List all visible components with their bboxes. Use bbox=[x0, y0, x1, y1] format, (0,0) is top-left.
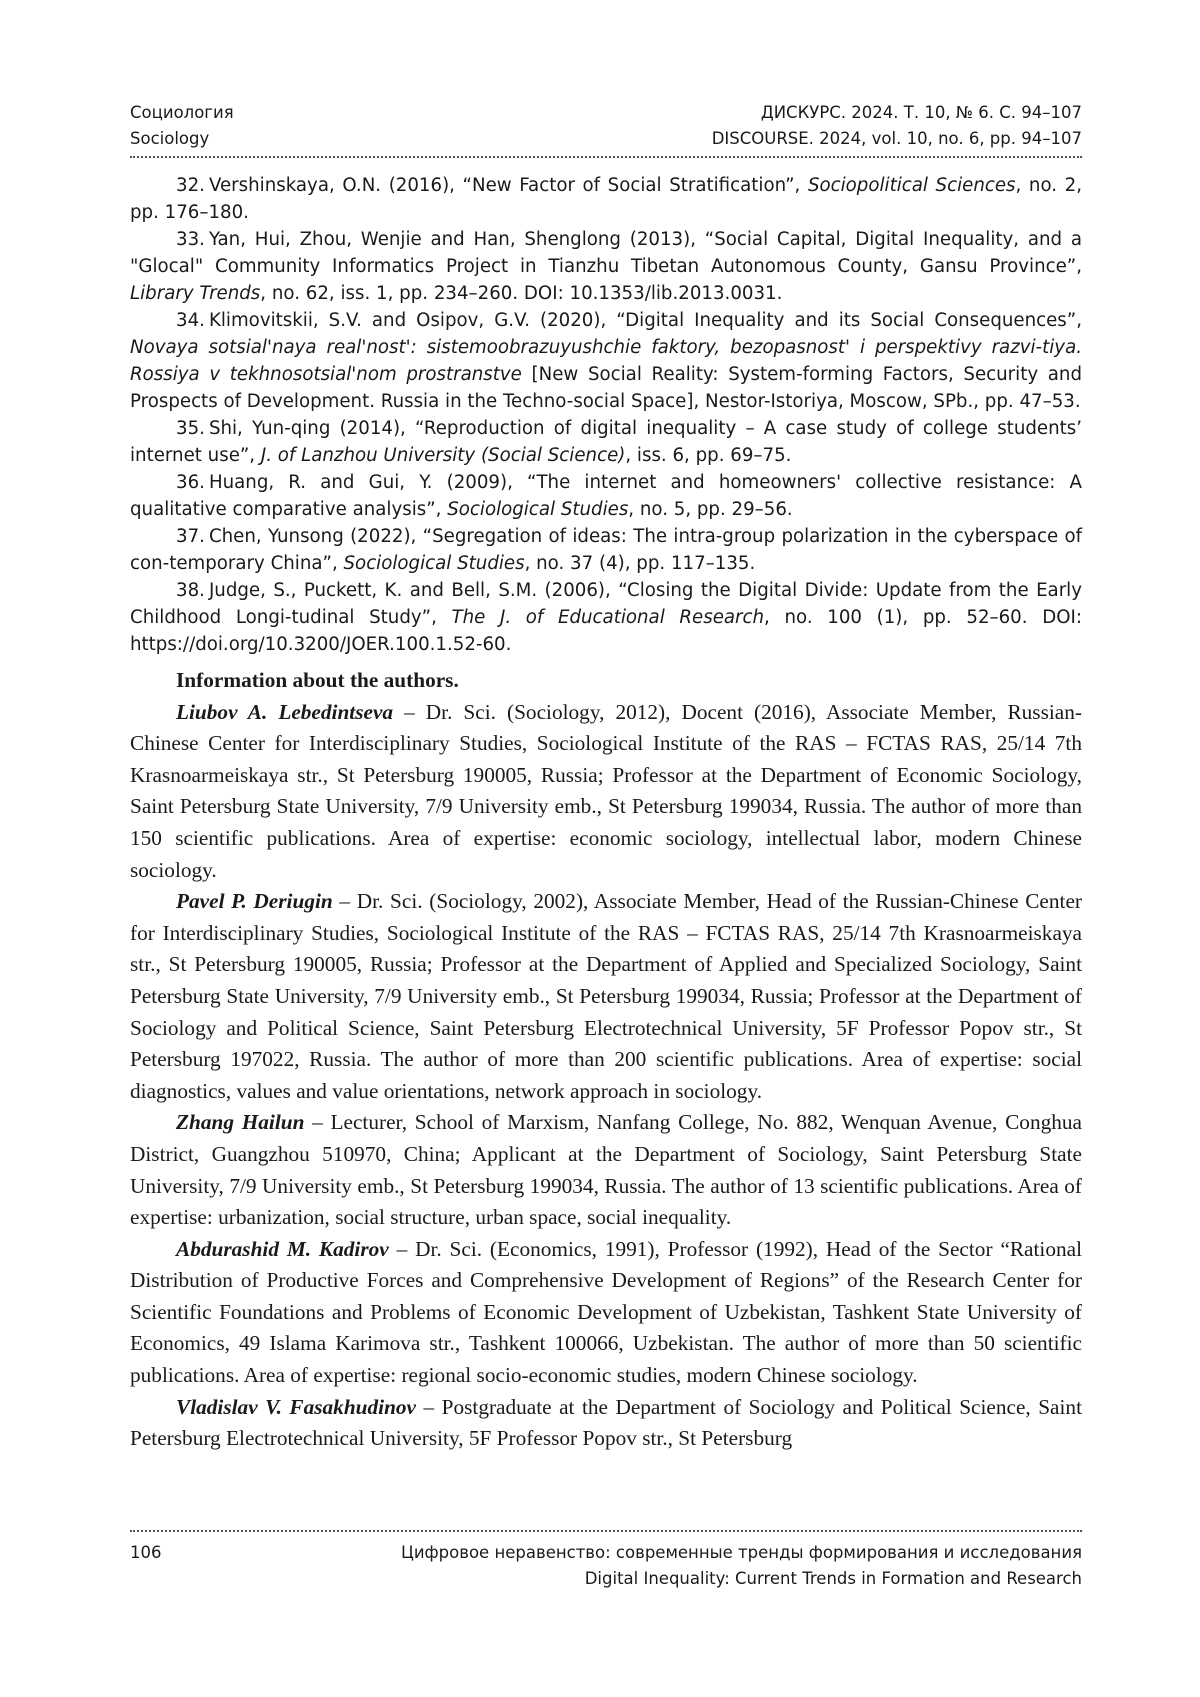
reference-number: 34. bbox=[176, 310, 205, 331]
author-name: Vladislav V. Fasakhudinov bbox=[176, 1394, 417, 1419]
author-bio: – Dr. Sci. (Economics, 1991), Professor (1992), Head of the Sector “Rational Distribution of Productive Forces and Comprehensive Development of Regions” of the Research Center for Scientific Foundations and Problems of Economic Development of Uzbekistan, Tashkent State University of Economics, 49 Islama Karimova str., Tashkent 100066, Uzbekistan. The author of more than 50 scientific publications. Area of expertise: regional socio-economic studies, modern Chinese sociology. bbox=[130, 1236, 1083, 1388]
section-name-ru: Социология bbox=[130, 103, 234, 122]
reference-details: , no. 37 (4), pp. 117–135. bbox=[524, 553, 756, 574]
author-entry bbox=[130, 886, 1082, 1107]
section-name-en: Sociology bbox=[130, 129, 210, 148]
reference-number: 32. bbox=[176, 175, 205, 196]
reference-item bbox=[130, 469, 1082, 523]
reference-text: Vershinskaya, O.N. (2016), “New Factor of Social Stratification”, bbox=[208, 175, 808, 196]
reference-source: The J. of Educational Research bbox=[451, 607, 765, 628]
reference-text: Huang, R. and Gui, Y. (2009), “The internet and homeowners' collective resistance: A qualitative comparative analysis”, bbox=[130, 472, 1082, 520]
authors-section bbox=[130, 665, 1082, 1455]
reference-item bbox=[130, 577, 1082, 658]
reference-item bbox=[130, 307, 1082, 415]
page-number: 106 bbox=[130, 1543, 162, 1562]
reference-number: 38. bbox=[176, 580, 205, 601]
author-bio: – Lecturer, School of Marxism, Nanfang College, No. 882, Wenquan Avenue, Conghua District, Guangzhou 510970, China; Applicant at the Department of Sociology, Saint Petersburg State University, 7/9 University emb., St Petersburg 199034, Russia. The author of 13 scientific publications. Area of expertise: urbanization, social structure, urban space, social inequality. bbox=[130, 1110, 1082, 1230]
reference-source: Novaya sotsial'naya real'nost': sistemoobrazuyushchie faktory, bezopasnost' i perspektivy razvi-tiya. Rossiya v tekhnosotsial'nom prostranstve bbox=[130, 337, 1082, 385]
journal-citation-ru: ДИСКУРС. 2024. Т. 10, № 6. С. 94–107 bbox=[760, 103, 1082, 122]
author-name: Abdurashid M. Kadirov bbox=[176, 1236, 389, 1261]
reference-details: , iss. 6, pp. 69–75. bbox=[625, 445, 792, 466]
reference-text: Shi, Yun-qing (2014), “Reproduction of digital inequality – A case study of college students’ internet use”, bbox=[130, 418, 1082, 466]
reference-item bbox=[130, 172, 1082, 226]
article-title-en: Digital Inequality: Current Trends in Formation and Research bbox=[584, 1569, 1082, 1588]
reference-number: 33. bbox=[176, 229, 205, 250]
reference-source: J. of Lanzhou University (Social Science) bbox=[260, 445, 626, 466]
reference-item bbox=[130, 226, 1082, 307]
reference-item bbox=[130, 523, 1082, 577]
author-entry bbox=[130, 1107, 1082, 1233]
author-name: Liubov A. Lebedintseva bbox=[176, 699, 394, 724]
reference-item bbox=[130, 415, 1082, 469]
reference-details: , no. 100 (1), pp. 52–60. DOI: https://doi.org/10.3200/JOER.100.1.52-60. bbox=[130, 607, 1083, 655]
reference-source: Library Trends bbox=[130, 283, 261, 304]
author-bio: – Dr. Sci. (Sociology, 2012), Docent (2016), Associate Member, Russian-Chinese Center for Interdisciplinary Studies, Sociological Institute of the RAS – FCTAS RAS, 25/14 7th Krasnoarmeiskaya str., St Petersburg 190005, Russia; Professor at the Department of Economic Sociology, Saint Petersburg State University, 7/9 University emb., St Petersburg 199034, Russia. The author of more than 150 scientific publications. Area of expertise: economic sociology, intellectual labor, modern Chinese sociology. bbox=[130, 699, 1082, 882]
reference-text: Klimovitskii, S.V. and Osipov, G.V. (2020), “Digital Inequality and its Social Consequences”, bbox=[208, 310, 1082, 331]
author-name: Pavel P. Deriugin bbox=[176, 889, 333, 914]
author-bio: – Dr. Sci. (Sociology, 2002), Associate Member, Head of the Russian-Chinese Center for Interdisciplinary Studies, Sociological Institute of the RAS – FCTAS RAS, 25/14 7th Krasnoarmeiskaya str., St Petersburg 190005, Russia; Professor at the Department of Applied and Specialized Sociology, Saint Petersburg State University, 7/9 University emb., St Petersburg 199034, Russia; Professor at the Department of Sociology and Political Science, Saint Petersburg Electrotechnical University, 5F Professor Popov str., St Petersburg 197022, Russia. The author of more than 200 scientific publications. Area of expertise: social diagnostics, values and value orientations, network approach in sociology. bbox=[130, 889, 1082, 1103]
reference-text: Yan, Hui, Zhou, Wenjie and Han, Shenglong (2013), “Social Capital, Digital Inequality, and a "Glocal" Community Informatics Project in Tianzhu Tibetan Autonomous County, Gansu Province”, bbox=[130, 229, 1082, 277]
running-footer bbox=[130, 1540, 1082, 1588]
authors-heading: Information about the authors. bbox=[176, 668, 459, 692]
author-name: Zhang Hailun bbox=[176, 1110, 305, 1135]
author-entry bbox=[130, 1234, 1082, 1392]
reference-list bbox=[130, 172, 1082, 658]
reference-text: Judge, S., Puckett, K. and Bell, S.M. (2006), “Closing the Digital Divide: Update from the Early Childhood Longi-tudinal Study”, bbox=[130, 580, 1082, 628]
running-header-row-ru bbox=[130, 100, 1082, 126]
reference-source: Sociological Studies bbox=[343, 553, 525, 574]
author-entry bbox=[130, 1392, 1082, 1455]
footer-divider bbox=[130, 1530, 1082, 1532]
reference-number: 37. bbox=[176, 526, 205, 547]
article-title-block bbox=[401, 1540, 1082, 1592]
journal-citation-en: DISCOURSE. 2024, vol. 10, no. 6, pp. 94–107 bbox=[711, 129, 1082, 148]
reference-details: , no. 2, pp. 176–180. bbox=[130, 175, 1083, 223]
running-header-row-en bbox=[130, 126, 1082, 152]
author-bio: – Postgraduate at the Department of Sociology and Political Science, Saint Petersburg Electrotechnical University, 5F Professor Popov str., St Petersburg bbox=[130, 1394, 1082, 1451]
reference-details: [New Social Reality: System-forming Factors, Security and Prospects of Development. Russia in the Techno-social Space], Nestor-Istoriya, Moscow, SPb., pp. 47–53. bbox=[130, 364, 1082, 412]
reference-source: Sociopolitical Sciences bbox=[807, 175, 1016, 196]
reference-source: Sociological Studies bbox=[447, 499, 629, 520]
reference-number: 36. bbox=[176, 472, 205, 493]
article-title-ru: Цифровое неравенство: современные тренды формирования и исследования bbox=[401, 1543, 1082, 1562]
running-header bbox=[130, 100, 1082, 152]
author-entry bbox=[130, 697, 1082, 887]
reference-details: , no. 5, pp. 29–56. bbox=[628, 499, 793, 520]
header-divider bbox=[130, 156, 1082, 158]
reference-text: Chen, Yunsong (2022), “Segregation of ideas: The intra-group polarization in the cyberspace of con-temporary China”, bbox=[130, 526, 1082, 574]
reference-details: , no. 62, iss. 1, pp. 234–260. DOI: 10.1353/lib.2013.0031. bbox=[260, 283, 783, 304]
reference-number: 35. bbox=[176, 418, 205, 439]
